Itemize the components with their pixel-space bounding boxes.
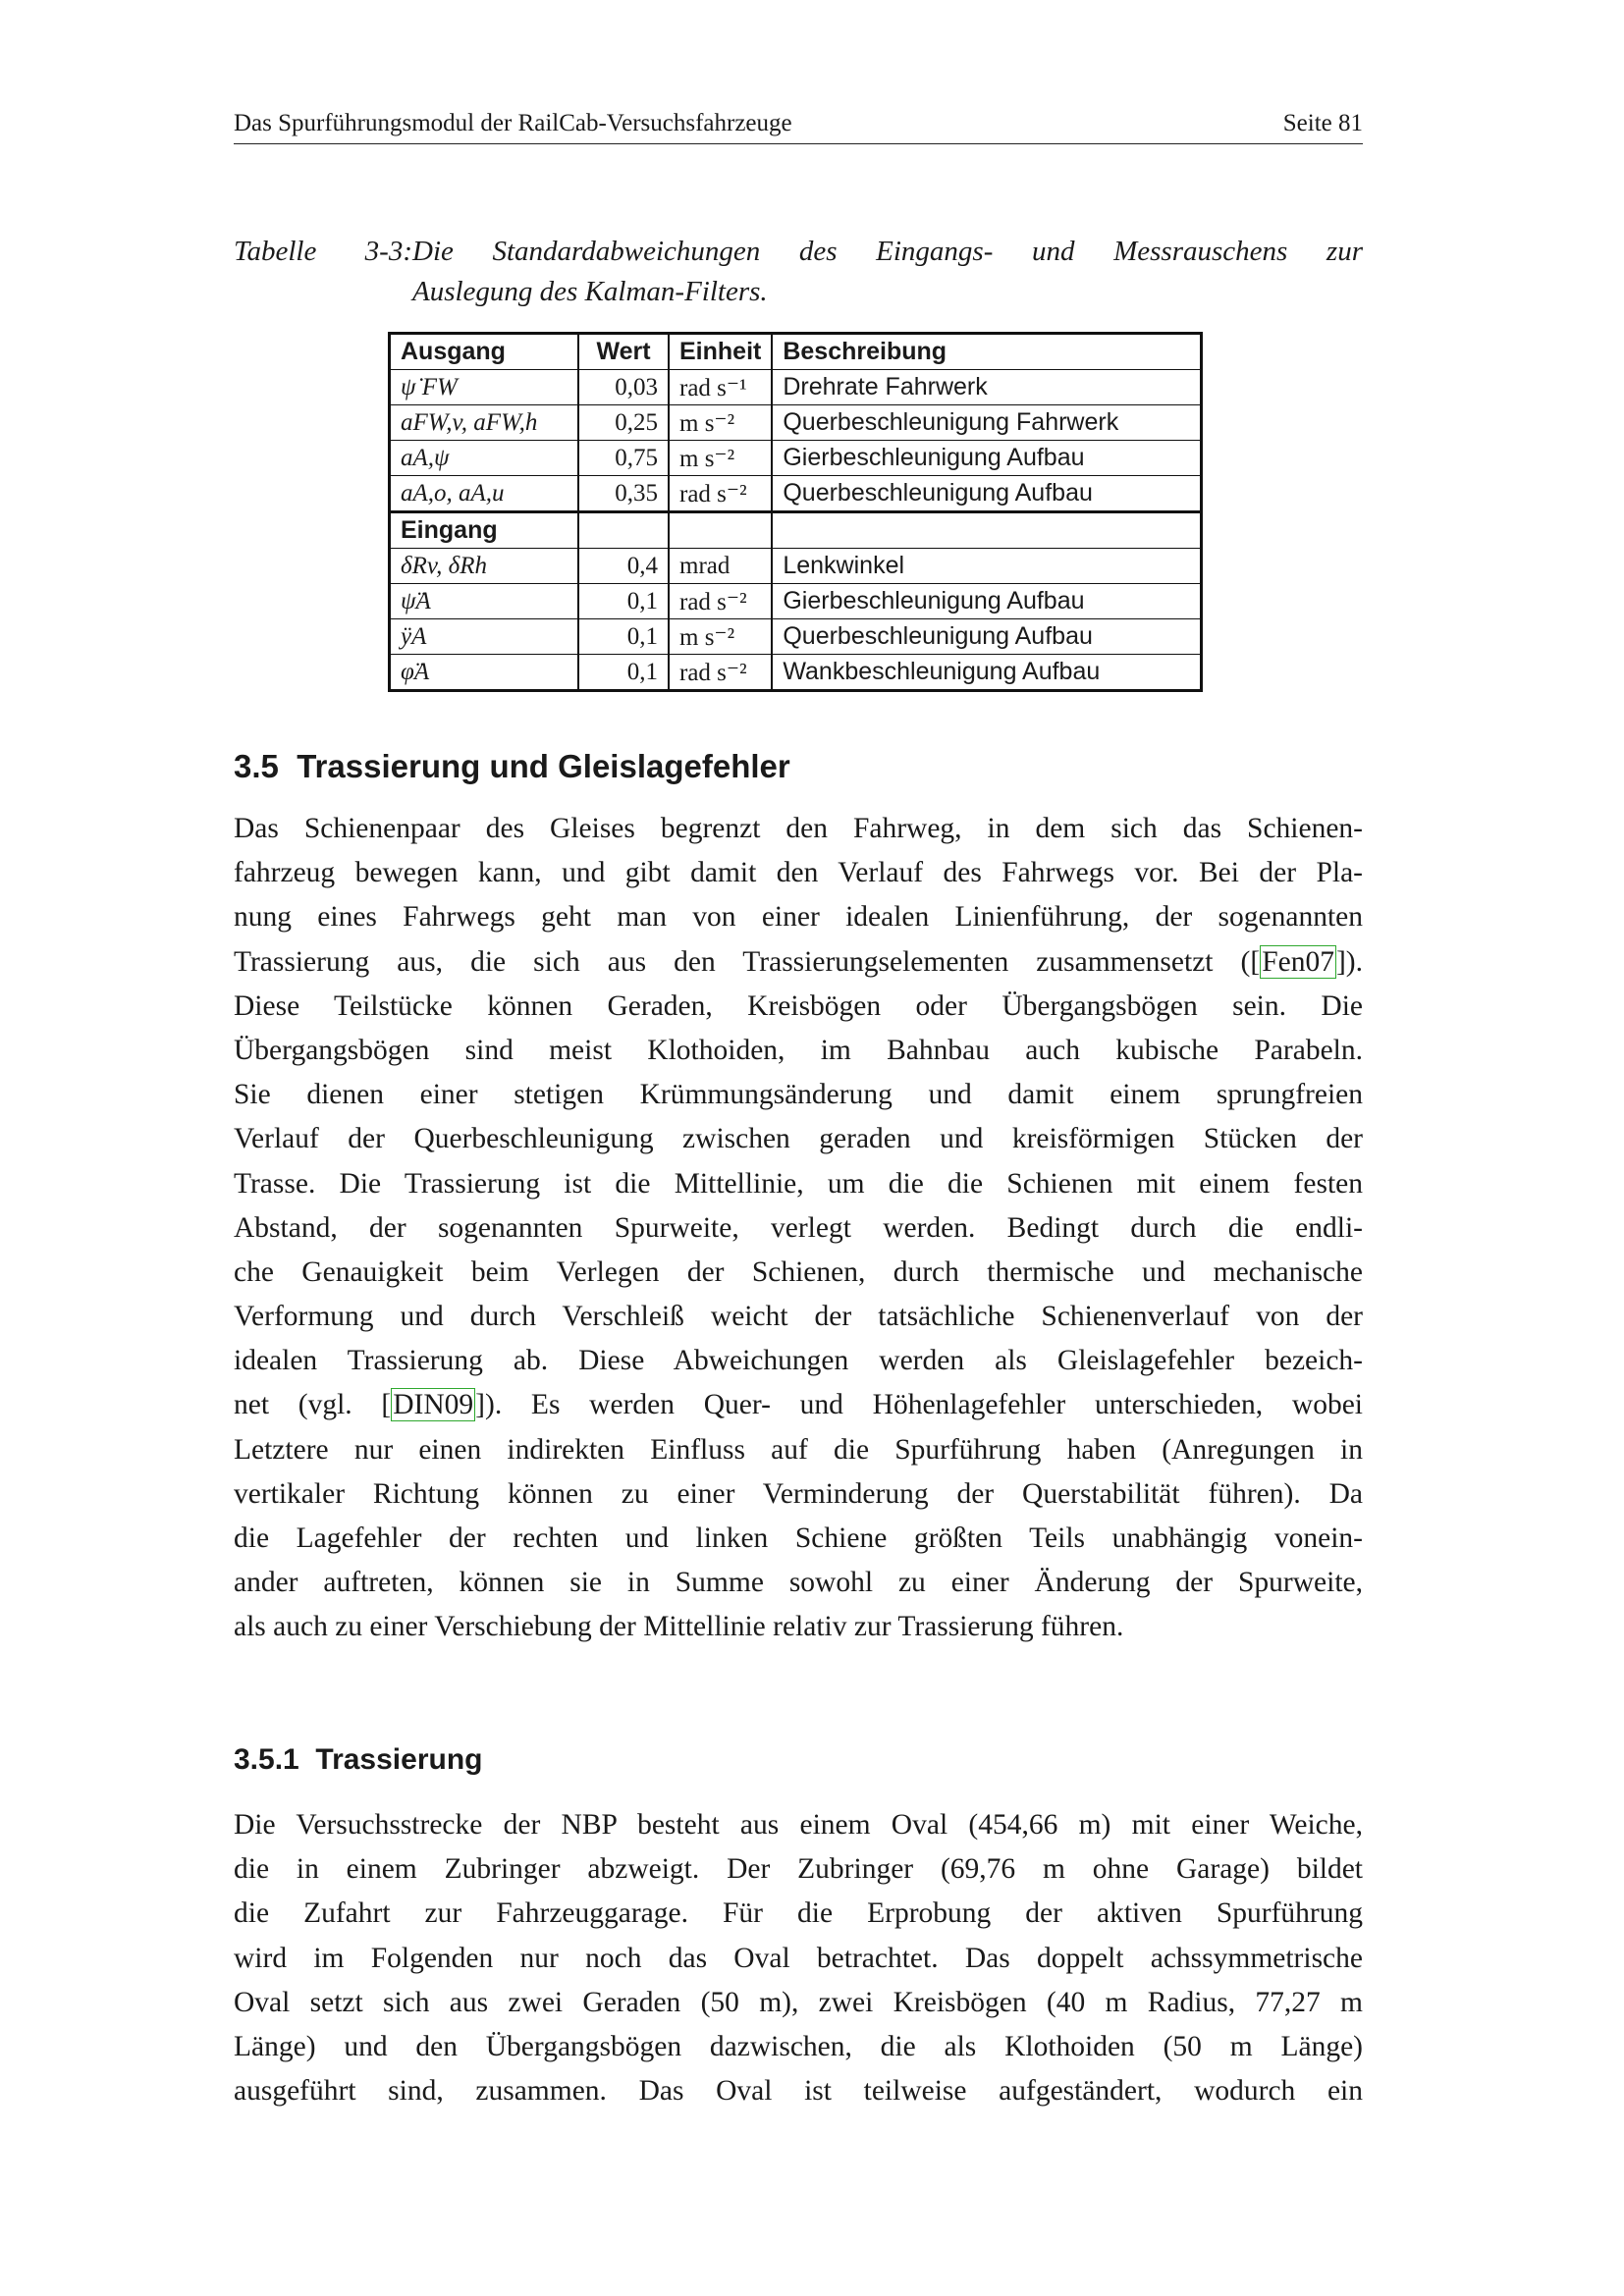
subsection-heading (234, 1743, 482, 1777)
table-row (390, 405, 1202, 441)
symbol-cell: aA,o, aA,u (390, 476, 579, 512)
description-cell: Lenkwinkel (772, 549, 1201, 584)
text-line: Abstand, der sogenannten Spurweite, verlegt werden. Bedingt durch die endli- (234, 1211, 1363, 1244)
table-header-cell: Wert (578, 334, 669, 370)
unit-cell: rad s⁻¹ (669, 370, 772, 405)
text-line: Übergangsbögen sind meist Klothoiden, im Bahnbau auch kubische Parabeln. (234, 1034, 1363, 1066)
text-line: fahrzeug bewegen kann, und gibt damit den Verlauf des Fahrwegs vor. Bei der Pla- (234, 857, 1363, 889)
description-cell: Querbeschleunigung Aufbau (772, 476, 1201, 512)
description-cell: Wankbeschleunigung Aufbau (772, 655, 1201, 691)
symbol-cell: φ̈A (390, 655, 579, 691)
text-line: che Genauigkeit beim Verlegen der Schienen, durch thermische und mechanische (234, 1255, 1363, 1288)
text-line: die in einem Zubringer abzweigt. Der Zubringer (69,76 m ohne Garage) bildet (234, 1853, 1363, 1886)
empty-cell (772, 512, 1201, 549)
text-line: Das Schienenpaar des Gleises begrenzt den Fahrweg, in dem sich das Schienen- (234, 813, 1363, 844)
value-cell: 0,35 (578, 476, 669, 512)
table-row (390, 584, 1202, 619)
unit-cell: rad s⁻² (669, 655, 772, 691)
text-line: Länge) und den Übergangsbögen dazwischen, die als Klothoiden (50 m Länge) (234, 2030, 1363, 2062)
citation-link[interactable]: DIN09 (393, 1389, 474, 1421)
section-title: Trassierung und Gleislagefehler (297, 748, 790, 784)
text-line: Die Versuchsstrecke der NBP besteht aus einem Oval (454,66 m) mit einer Weiche, (234, 1809, 1363, 1841)
value-cell: 0,1 (578, 655, 669, 691)
text-line: nung eines Fahrwegs geht man von einer idealen Linienführung, der sogenannten (234, 901, 1363, 934)
text-line: Trasse. Die Trassierung ist die Mittellinie, um die die Schienen mit einem festen (234, 1167, 1363, 1200)
table-header-row (390, 334, 1202, 370)
text-line: Diese Teilstücke können Geraden, Kreisbögen oder Übergangsbögen sein. Die (234, 989, 1363, 1022)
value-cell: 0,03 (578, 370, 669, 405)
caption-line-2: Auslegung des Kalman-Filters. (412, 276, 768, 307)
text-line: wird im Folgenden nur noch das Oval betrachtet. Das doppelt achssymmetrische (234, 1942, 1363, 1974)
subsection-title: Trassierung (315, 1743, 483, 1776)
table-caption (234, 232, 1363, 312)
table-header-cell: Ausgang (390, 334, 579, 370)
table-section-row (390, 512, 1202, 549)
value-cell: 0,25 (578, 405, 669, 441)
empty-cell (669, 512, 772, 549)
unit-cell: m s⁻² (669, 441, 772, 476)
unit-cell: m s⁻² (669, 619, 772, 655)
table-header-cell: Beschreibung (772, 334, 1201, 370)
citation-link[interactable]: Fen07 (1262, 945, 1334, 978)
description-cell: Querbeschleunigung Aufbau (772, 619, 1201, 655)
text-line: Verlauf der Querbeschleunigung zwischen geraden und kreisförmigen Stücken der (234, 1123, 1363, 1155)
value-cell: 0,75 (578, 441, 669, 476)
text-line: Letztere nur einen indirekten Einfluss auf die Spurführung haben (Anregungen in (234, 1433, 1363, 1466)
value-cell: 0,1 (578, 619, 669, 655)
text-line: Trassierung aus, die sich aus den Trassierungselementen zusammensetzt ([Fen07]). (234, 945, 1363, 978)
subsection-number: 3.5.1 (234, 1743, 299, 1776)
paragraph-trassierung-gleislagefehler (234, 807, 1363, 1650)
noise-std-table (388, 332, 1203, 692)
caption-text-1: Die Standardabweichungen des Eingangs- und Messrauschens zur (412, 236, 1363, 267)
table-row (390, 655, 1202, 691)
text-line: ander auftreten, können sie in Summe sowohl zu einer Änderung der Spurweite, (234, 1567, 1363, 1599)
text-line: net (vgl. [DIN09]). Es werden Quer- und Höhenlagefehler unterschieden, wobei (234, 1389, 1363, 1421)
unit-cell: mrad (669, 549, 772, 584)
symbol-cell: δRv, δRh (390, 549, 579, 584)
text-line: die Zufahrt zur Fahrzeuggarage. Für die Erprobung der aktiven Spurführung (234, 1897, 1363, 1930)
paragraph-trassierung (234, 1803, 1363, 2113)
symbol-cell: ψ̇ FW (390, 370, 579, 405)
running-header (234, 110, 1363, 144)
header-title: Das Spurführungsmodul der RailCab-Versuchsfahrzeuge (234, 110, 792, 136)
input-section-label: Eingang (390, 512, 579, 549)
text-line: idealen Trassierung ab. Diese Abweichungen werden als Gleislagefehler bezeich- (234, 1345, 1363, 1377)
text-line: ausgeführt sind, zusammen. Das Oval ist teilweise aufgeständert, wodurch ein (234, 2075, 1363, 2108)
section-number: 3.5 (234, 748, 279, 784)
text-line: Verformung und durch Verschleiß weicht der tatsächliche Schienenverlauf von der (234, 1301, 1363, 1333)
table-row (390, 441, 1202, 476)
table-header-cell: Einheit (669, 334, 772, 370)
description-cell: Gierbeschleunigung Aufbau (772, 441, 1201, 476)
value-cell: 0,4 (578, 549, 669, 584)
symbol-cell: ÿA (390, 619, 579, 655)
header-page-number: Seite 81 (1282, 110, 1363, 136)
text-line: vertikaler Richtung können zu einer Verminderung der Querstabilität führen). Da (234, 1477, 1363, 1510)
table-row (390, 619, 1202, 655)
caption-line-1 (234, 232, 1363, 272)
description-cell: Gierbeschleunigung Aufbau (772, 584, 1201, 619)
value-cell: 0,1 (578, 584, 669, 619)
unit-cell: m s⁻² (669, 405, 772, 441)
table-row (390, 549, 1202, 584)
symbol-cell: ψ̈A (390, 584, 579, 619)
table-row (390, 476, 1202, 512)
table-row (390, 370, 1202, 405)
text-line: Sie dienen einer stetigen Krümmungsänderung und damit einem sprungfreien (234, 1079, 1363, 1111)
text-line: die Lagefehler der rechten und linken Schiene größten Teils unabhängig vonein- (234, 1522, 1363, 1554)
description-cell: Querbeschleunigung Fahrwerk (772, 405, 1201, 441)
empty-cell (578, 512, 669, 549)
symbol-cell: aA,ψ (390, 441, 579, 476)
unit-cell: rad s⁻² (669, 476, 772, 512)
section-heading (234, 748, 790, 785)
description-cell: Drehrate Fahrwerk (772, 370, 1201, 405)
symbol-cell: aFW,v, aFW,h (390, 405, 579, 441)
text-line: Oval setzt sich aus zwei Geraden (50 m), zwei Kreisbögen (40 m Radius, 77,27 m (234, 1986, 1363, 2018)
unit-cell: rad s⁻² (669, 584, 772, 619)
caption-label: Tabelle 3-3: (234, 236, 412, 267)
text-line: als auch zu einer Verschiebung der Mittellinie relativ zur Trassierung führen. (234, 1611, 1124, 1643)
